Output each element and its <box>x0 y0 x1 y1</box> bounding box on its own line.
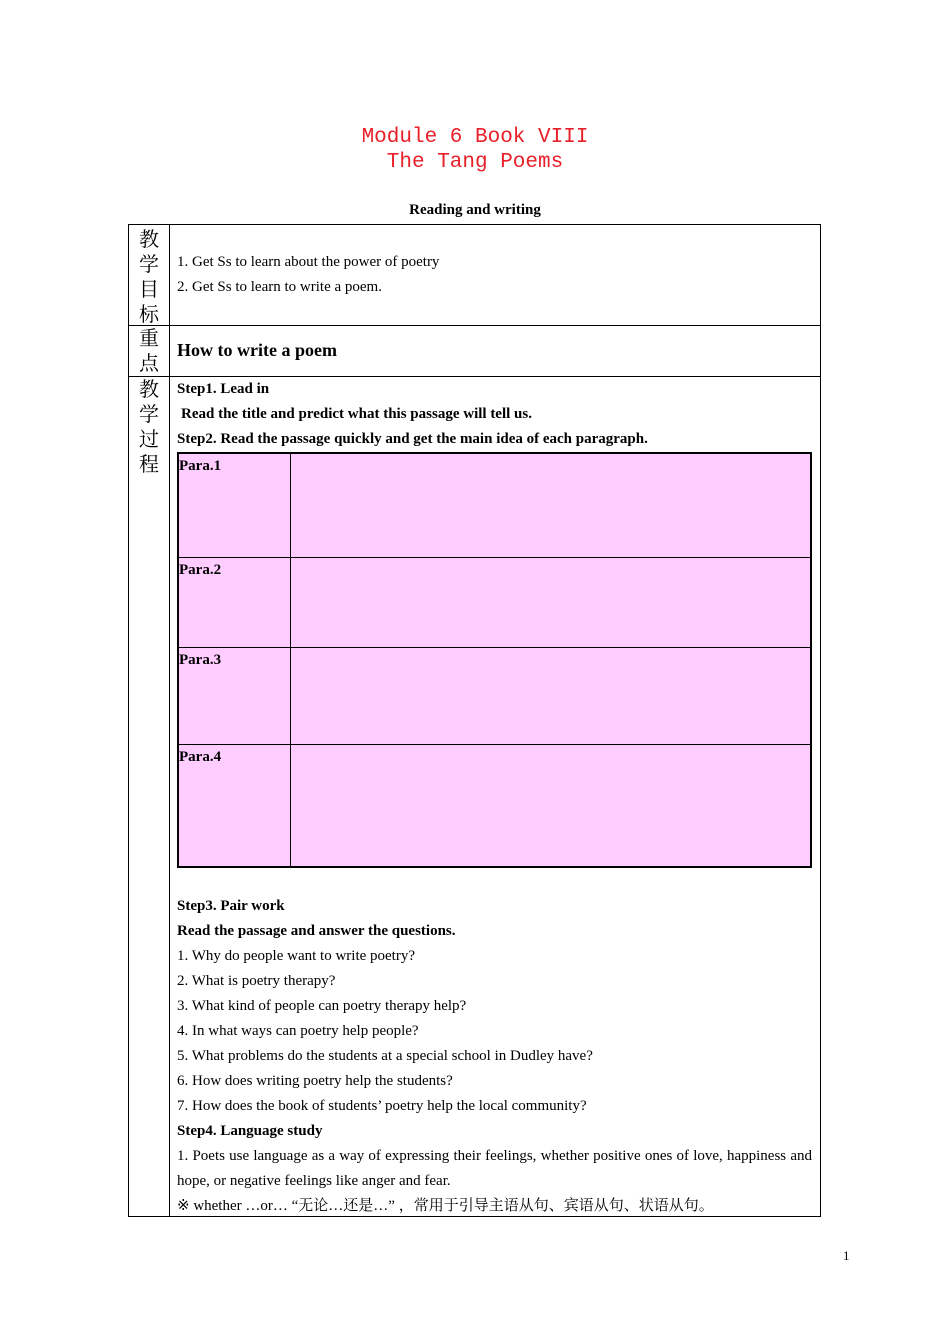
column-divider <box>169 225 170 1216</box>
step3-title: Step3. Pair work <box>177 898 285 914</box>
question-3: 3. What kind of people can poetry therapy help? <box>177 998 467 1014</box>
paragraph-table <box>177 452 812 868</box>
paragraph-row-4 <box>179 745 810 866</box>
step2-title: Step2. Read the passage quickly and get the main idea of each paragraph. <box>177 431 648 447</box>
step3-instruction: Read the passage and answer the questions. <box>177 923 456 939</box>
step4-sentence: 1. Poets use language as a way of expressing their feelings, whether positive ones of love, happiness and hope, or negative feelings like anger and fear. <box>177 1148 812 1189</box>
paragraph-label-4: Para.4 <box>179 749 222 765</box>
question-2: 2. What is poetry therapy? <box>177 973 336 989</box>
key-point-text: How to write a poem <box>177 340 337 360</box>
page-number: 1 <box>843 1248 850 1263</box>
title-line-1: Module 6 Book VIII <box>361 126 589 149</box>
question-7: 7. How does the book of students’ poetry help the local community? <box>177 1098 587 1114</box>
objectives-label: 教 学 目 标 <box>139 227 159 326</box>
step1-title: Step1. Lead in <box>177 381 270 397</box>
objective-item-2: 2. Get Ss to learn to write a poem. <box>177 279 382 295</box>
step4-note: ※ whether …or… “无论…还是…” ，常用于引导主语从句、宾语从句、状语从句。 <box>177 1198 714 1214</box>
paragraph-row-1 <box>179 454 810 558</box>
paragraph-row-2 <box>179 558 810 648</box>
paragraph-label-1: Para.1 <box>179 458 222 474</box>
paragraph-row-3 <box>179 648 810 745</box>
step1-text: Read the title and predict what this passage will tell us. <box>181 406 532 422</box>
paragraph-label-3: Para.3 <box>179 652 222 668</box>
row-divider-1 <box>129 325 820 326</box>
paragraph-label-2: Para.2 <box>179 562 222 578</box>
step4-title: Step4. Language study <box>177 1123 323 1139</box>
question-1: 1. Why do people want to write poetry? <box>177 948 415 964</box>
subtitle: Reading and writing <box>409 202 541 218</box>
title-line-2: The Tang Poems <box>386 151 564 174</box>
objective-item-1: 1. Get Ss to learn about the power of poetry <box>177 254 440 270</box>
question-4: 4. In what ways can poetry help people? <box>177 1023 419 1039</box>
process-label: 教 学 过 程 <box>139 377 159 476</box>
question-6: 6. How does writing poetry help the students? <box>177 1073 453 1089</box>
key-point-label: 重 点 <box>139 326 159 375</box>
question-5: 5. What problems do the students at a special school in Dudley have? <box>177 1048 593 1064</box>
